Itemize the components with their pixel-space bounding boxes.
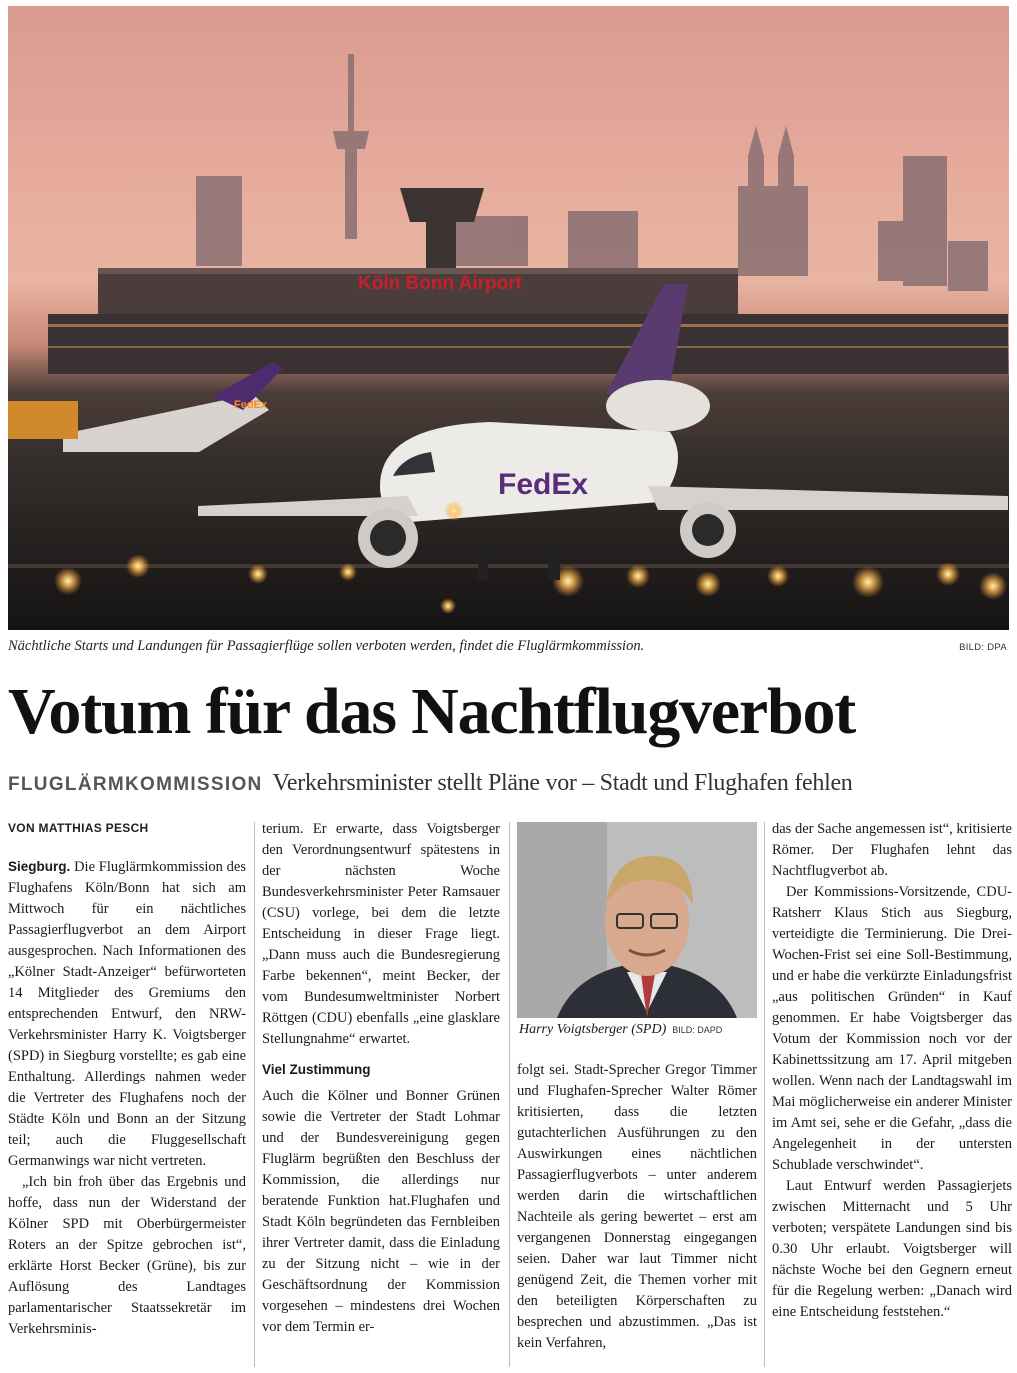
paragraph-text: Die Fluglärmkommission des Flughafens Köln/Bonn hat sich am Mittwoch für ein nächtliches Passagierflugverbot an dem Airport ausgesprochen. Nach Informationen des „Kölner Stadt-Anzeiger“ befürworteten 14 Mitglieder des Gremiums den entsprechenden Entwurf, den NRW-Verkehrsminister Harry K. Voigtsberger (SPD) in Siegburg vorstellte; es gab eine Enthaltung. Allerdings nahmen weder die Vertreter des Flughafens noch der Städte Köln und Bonn an der Sitzung teil; auch die Fluggesellschaft Germanwings war nicht vertreten.	[8, 859, 246, 1169]
portrait-caption-text: Harry Voigtsberger (SPD)	[519, 1022, 667, 1037]
kicker: FLUGLÄRMKOMMISSION	[8, 774, 263, 795]
photo-caption: Nächtliche Starts und Landungen für Passagierflüge sollen verboten werden, findet die Fluglärmkommission.	[8, 638, 645, 654]
article-column-2	[262, 819, 500, 1338]
column-rule	[509, 822, 510, 1367]
parked-plane-tail-logo: FedEx	[234, 399, 268, 411]
paragraph: „Ich bin froh über das Ergebnis und hoffe, dass nun der Widerstand der Kölner SPD mit Oberbürgermeister Roters an der Spitze gebrochen ist“, erklärte Horst Becker (Grüne), bis zur Auflösung des Landtages parlamentarischer Staatssekretär im Verkehrsminis-	[8, 1174, 246, 1337]
byline: VON MATTHIAS PESCH	[8, 821, 149, 835]
portrait-caption	[519, 1022, 759, 1038]
article-column-3	[517, 1060, 757, 1354]
terminal-building	[48, 268, 1008, 374]
article-column-1	[8, 856, 246, 1340]
airport-night-scene	[8, 6, 1009, 630]
city-skyline	[196, 54, 988, 291]
portrait-man-icon	[517, 822, 757, 1018]
column-rule	[254, 822, 255, 1367]
airport-photo	[8, 6, 1009, 630]
plane-fuselage-logo: FedEx	[498, 468, 589, 501]
subhead: Verkehrsminister stellt Pläne vor – Stadt und Flughafen fehlen	[272, 770, 853, 796]
paragraph: Laut Entwurf werden Passagierjets zwischen Mitternacht und 5 Uhr verboten; verspätete Landungen sind bis 0.30 Uhr erlaubt. Voigtsberger will nächste Woche bei den Gegnern erneut für die Regelung werben: „Danach wird eine Entscheidung feststehen.“	[772, 1178, 1012, 1320]
paragraph: folgt sei. Stadt-Sprecher Gregor Timmer und Flughafen-Sprecher Walter Römer kritisierten, dass die letzten gutachterlichen Ausführungen zu den Auswirkungen eines nächtlichen Passagierflugverbots – unter anderem werden darin die wirtschaftlichen Nachteile als gering bewertet – erst am vergangenen Donnerstag eingegangen seien. Daher war laut Timmer nicht genügend Zeit, die Themen vorher mit den beteiligten Körperschaften zu besprechen und abzustimmen. „Das ist kein Verfahren,	[517, 1062, 757, 1351]
portrait-credit: BILD: DAPD	[672, 1025, 723, 1035]
photo-credit: BILD: DPA	[959, 642, 1007, 653]
article-column-4	[772, 819, 1012, 1323]
column-rule	[764, 822, 765, 1367]
headline: Votum für das Nachtflugverbot	[8, 675, 856, 748]
portrait-photo	[517, 822, 757, 1018]
kicker-row	[8, 770, 1008, 797]
paragraph: Der Kommissions-Vorsitzende, CDU-Ratsherr Klaus Stich aus Siegburg, verteidigte die Terminierung. Die Drei-Wochen-Frist sei eine Soll-Bestimmung, und er habe die verkürzte Einladungsfrist „aus politischen Gründen“ in Kauf genommen. Er habe Voigtsberger das Votum der Kommission noch vor der Kabinettssitzung am 17. April mitgeben wollen. Wenn nach der Landtagswahl im Mai möglicherweise ein anderer Minister im Amt sei, sehe er die Gefahr, „dass die Angelegenheit in der untersten Schublade verschwindet“.	[772, 884, 1012, 1173]
dateline: Siegburg.	[8, 859, 71, 874]
paragraph	[8, 856, 246, 1172]
paragraph: das der Sache angemessen ist“, kritisierte Römer. Der Flughafen lehnt das Nachtflugverbot ab.	[772, 821, 1012, 879]
paragraph: terium. Er erwarte, dass Voigtsberger den Verordnungsentwurf spätestens in der nächsten Woche Bundesverkehrsminister Peter Ramsauer (CSU) vorlege, bei dem die letzte Entscheidung in dieser Frage liegt. „Dann muss auch die Bundesregierung Farbe bekennen“, meint Becker, der vom Bundesumweltminister Norbert Röttgen (CDU) ebenfalls „eine glasklare Stellungnahme“ erwartet.	[262, 821, 500, 1047]
interheadline: Viel Zustimmung	[262, 1062, 371, 1077]
paragraph: Auch die Kölner und Bonner Grünen sowie die Vertreter der Stadt Lohmar und der Bundesvereinigung gegen Fluglärm begrüßten den Beschluss der Kommission, die allerdings nur beratende Funktion hat.Flughafen und Stadt Köln begründeten das Fernbleiben ihrer Vertreter damit, dass die Einladung zu der Sitzung nicht – wie in der Geschäftsordnung der Kommission vorgesehen – mindestens drei Wochen vor dem Termin er-	[262, 1088, 500, 1335]
terminal-sign: Köln Bonn Airport	[358, 273, 522, 294]
